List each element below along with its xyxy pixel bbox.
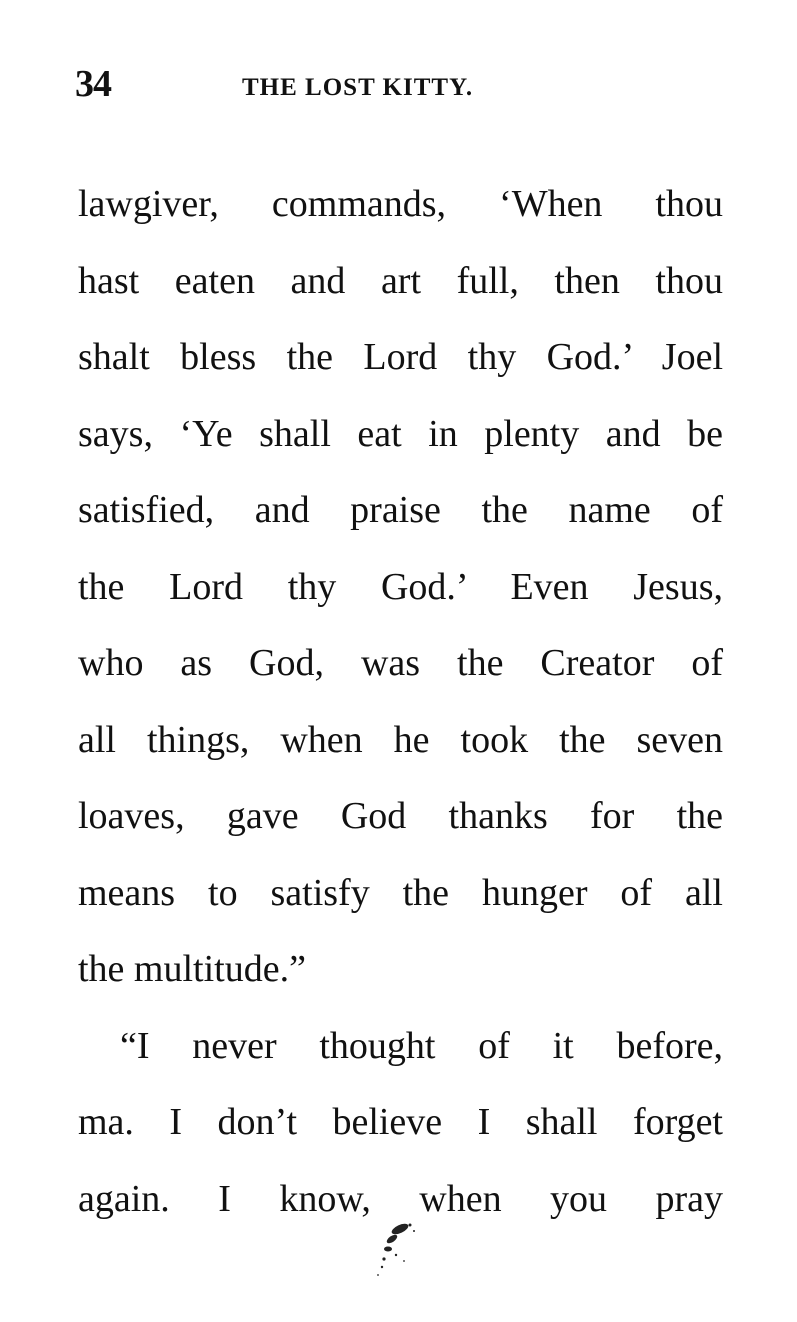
- text-line: lawgiver, commands, ‘When thou: [78, 183, 723, 225]
- text-line: shalt bless the Lord thy God.’ Joel: [78, 336, 723, 378]
- text-line: the multitude.”: [78, 948, 306, 990]
- text-line: means to satisfy the hunger of all: [78, 871, 723, 914]
- body-text: [78, 176, 723, 1247]
- text-line: who as God, was the Creator of: [78, 642, 723, 684]
- page-header: [75, 62, 735, 112]
- text-line: ma. I don’t believe I shall forget: [78, 1101, 723, 1143]
- text-line: “I never thought of it before,: [120, 1024, 723, 1067]
- text-line: says, ‘Ye shall eat in plenty and be: [78, 412, 723, 455]
- text-line: satisfied, and praise the name of: [78, 489, 723, 531]
- running-title: THE LOST KITTY.: [242, 74, 474, 101]
- text-line: the Lord thy God.’ Even Jesus,: [78, 565, 723, 608]
- text-line: all things, when he took the seven: [78, 718, 723, 761]
- text-line: again. I know, when you pray: [78, 1177, 723, 1220]
- ink-smudge: [370, 1215, 430, 1285]
- text-line: hast eaten and art full, then thou: [78, 259, 723, 302]
- page-number: 34: [75, 63, 111, 105]
- text-line: loaves, gave God thanks for the: [78, 795, 723, 837]
